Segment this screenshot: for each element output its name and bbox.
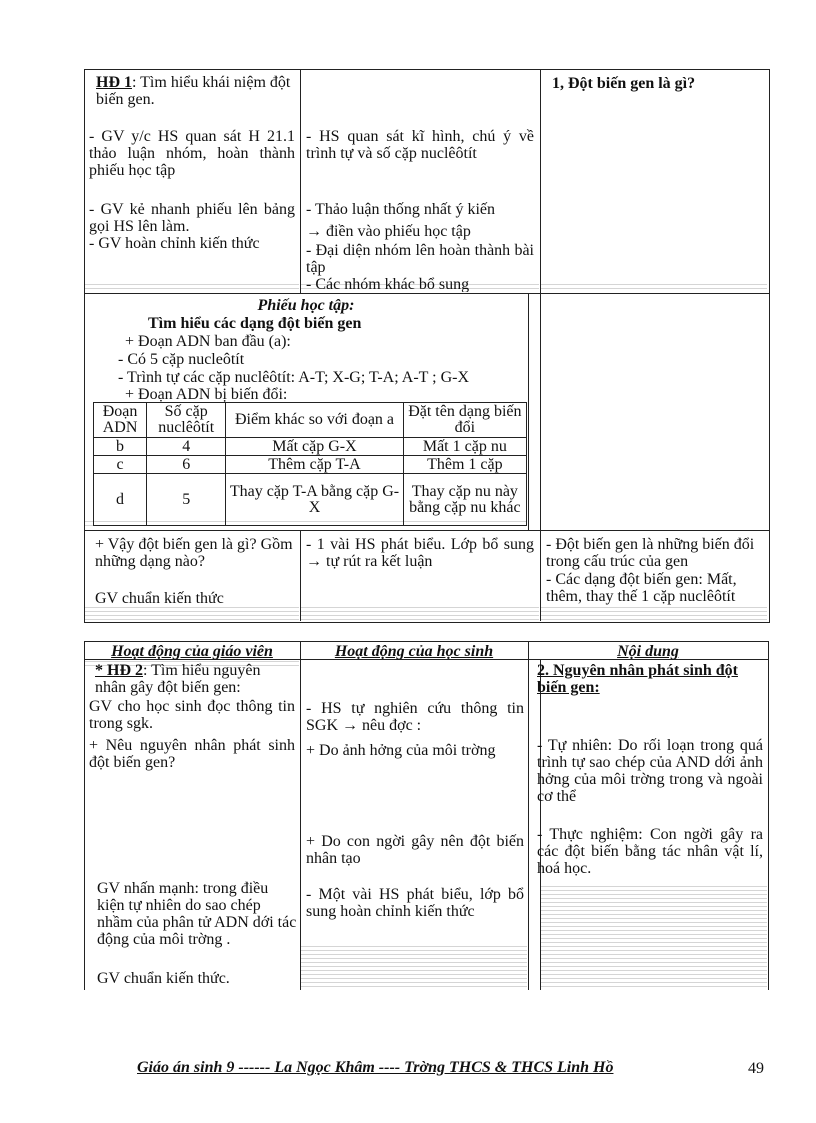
- cause-experimental: - Thực nghiệm: Con ngời gây ra các đột biến bằng tác nhân vật lí, hoá học.: [537, 826, 763, 877]
- section-1-heading: 1, Đột biến gen là gì?: [552, 75, 696, 92]
- hs1-step-2: - Thảo luận thống nhất ý kiến: [306, 201, 495, 218]
- section-2-heading: 2. Nguyên nhân phát sinh đột biến gen:: [537, 662, 738, 696]
- mutation-types-text: - Các dạng đột biến gen: Mất, thêm, thay thế 1 cặp nuclêôtít: [546, 571, 737, 605]
- header-cell: Đoạn ADN: [94, 403, 147, 438]
- hd2-step-4: GV chuẩn kiến thức.: [97, 970, 230, 987]
- hs1-step-4: - Đại diện nhóm lên hoàn thành bài tập: [306, 242, 534, 276]
- hs2-step-1: - HS tự nghiên cứu thông tin SGK → nêu đợc :: [306, 700, 524, 734]
- hd1-label: HĐ 1: [96, 74, 132, 91]
- table-cell: Mất 1 cặp nu: [403, 438, 526, 456]
- header-content: Nội dung: [617, 643, 679, 660]
- definition-text: - Đột biến gen là những biến đổi trong cấu trúc của gen: [546, 536, 755, 570]
- hd1-cell: [96, 74, 294, 108]
- cause-natural: - Tự nhiên: Do rối loạn trong quá trình tự sao chép của AND dới ảnh hởng của môi trờng trong và ngoài cơ thể: [537, 737, 763, 805]
- hd2-title: : Tìm hiểu nguyên nhân gây đột biến gen:: [95, 662, 261, 696]
- hs2-step-4: - Một vài HS phát biểu, lớp bổ sung hoàn chỉnh kiến thức: [306, 886, 524, 920]
- hd2-step-1: GV cho học sinh đọc thông tin trong sgk.: [89, 698, 295, 732]
- worksheet-title: Phiếu học tập:: [257, 297, 355, 314]
- header-student: Hoạt động của học sinh: [334, 643, 494, 660]
- table-row: [94, 438, 527, 456]
- table-row: [94, 474, 527, 526]
- worksheet-line-1: + Đoạn ADN ban đầu (a):: [125, 333, 291, 350]
- hd2-cell: [95, 662, 295, 696]
- hs1-step-3: → điền vào phiếu học tập: [306, 223, 471, 240]
- table-cell: 5: [147, 474, 226, 526]
- hs2-step-2: + Do ảnh hởng của môi trờng: [306, 742, 496, 759]
- table-cell: b: [94, 438, 147, 456]
- table-cell: Thêm 1 cặp: [403, 456, 526, 474]
- table-cell: Thêm cặp T-A: [226, 456, 403, 474]
- mutation-table: [93, 402, 527, 526]
- header-cell: Đặt tên dạng biến đổi: [403, 403, 526, 438]
- worksheet-line-2: - Có 5 cặp nucleôtít: [118, 351, 245, 368]
- worksheet-line-4: + Đoạn ADN bị biến đổi:: [125, 386, 288, 402]
- worksheet-line-3: - Trình tự các cặp nuclêôtít: A-T; X-G; T-A; A-T ; G-X: [118, 369, 470, 386]
- hd2-step-3: GV nhấn mạnh: trong điều kiện tự nhiên do sao chép nhầm của phân tử ADN dới tác động của môi trờng .: [97, 880, 297, 948]
- footer-text: Giáo án sinh 9 ------ La Ngọc Khâm ---- Trờng THCS & THCS Linh Hồ: [137, 1059, 614, 1076]
- hd1-step-3: - GV hoàn chỉnh kiến thức: [89, 235, 260, 252]
- hs1-step-5: - Các nhóm khác bổ sung: [306, 276, 470, 292]
- hd1-title: : Tìm hiểu khái niệm đột biến gen.: [96, 74, 291, 108]
- header-cell: Số cặp nuclêôtít: [147, 403, 226, 438]
- mutation-table-header: [94, 403, 527, 438]
- table-cell: Thay cặp nu này bằng cặp nu khác: [403, 474, 526, 526]
- table-cell: Mất cặp G-X: [226, 438, 403, 456]
- header-teacher: Hoạt động của giáo viên: [111, 643, 273, 660]
- page-number: 49: [748, 1060, 764, 1077]
- question-text: + Vậy đột biến gen là gì? Gồm những dạng nào?: [95, 536, 293, 570]
- hs1-step-1: - HS quan sát kĩ hình, chú ý về trình tự và số cặp nuclêôtít: [306, 128, 534, 162]
- table-row: [94, 456, 527, 474]
- table-cell: 6: [147, 456, 226, 474]
- hs-answer-1: - 1 vài HS phát biểu. Lớp bổ sung → tự rút ra kết luận: [306, 536, 534, 570]
- table-cell: Thay cặp T-A bằng cặp G-X: [226, 474, 403, 526]
- hs2-step-3: + Do con ngời gây nên đột biến nhân tạo: [306, 833, 524, 867]
- hd2-step-2: + Nêu nguyên nhân phát sinh đột biến gen?: [89, 737, 295, 771]
- gv-conclusion-1: GV chuẩn kiến thức: [95, 590, 224, 607]
- table-cell: 4: [147, 438, 226, 456]
- hd1-step-1: - GV y/c HS quan sát H 21.1 thảo luận nhóm, hoàn thành phiếu học tập: [89, 128, 295, 179]
- header-cell: Điểm khác so với đoạn a: [226, 403, 403, 438]
- worksheet-subtitle: Tìm hiểu các dạng đột biến gen: [148, 315, 362, 332]
- table-cell: c: [94, 456, 147, 474]
- table-cell: d: [94, 474, 147, 526]
- hd1-step-2: - GV kẻ nhanh phiếu lên bảng gọi HS lên làm.: [89, 201, 295, 235]
- hd2-label: * HĐ 2: [95, 662, 143, 679]
